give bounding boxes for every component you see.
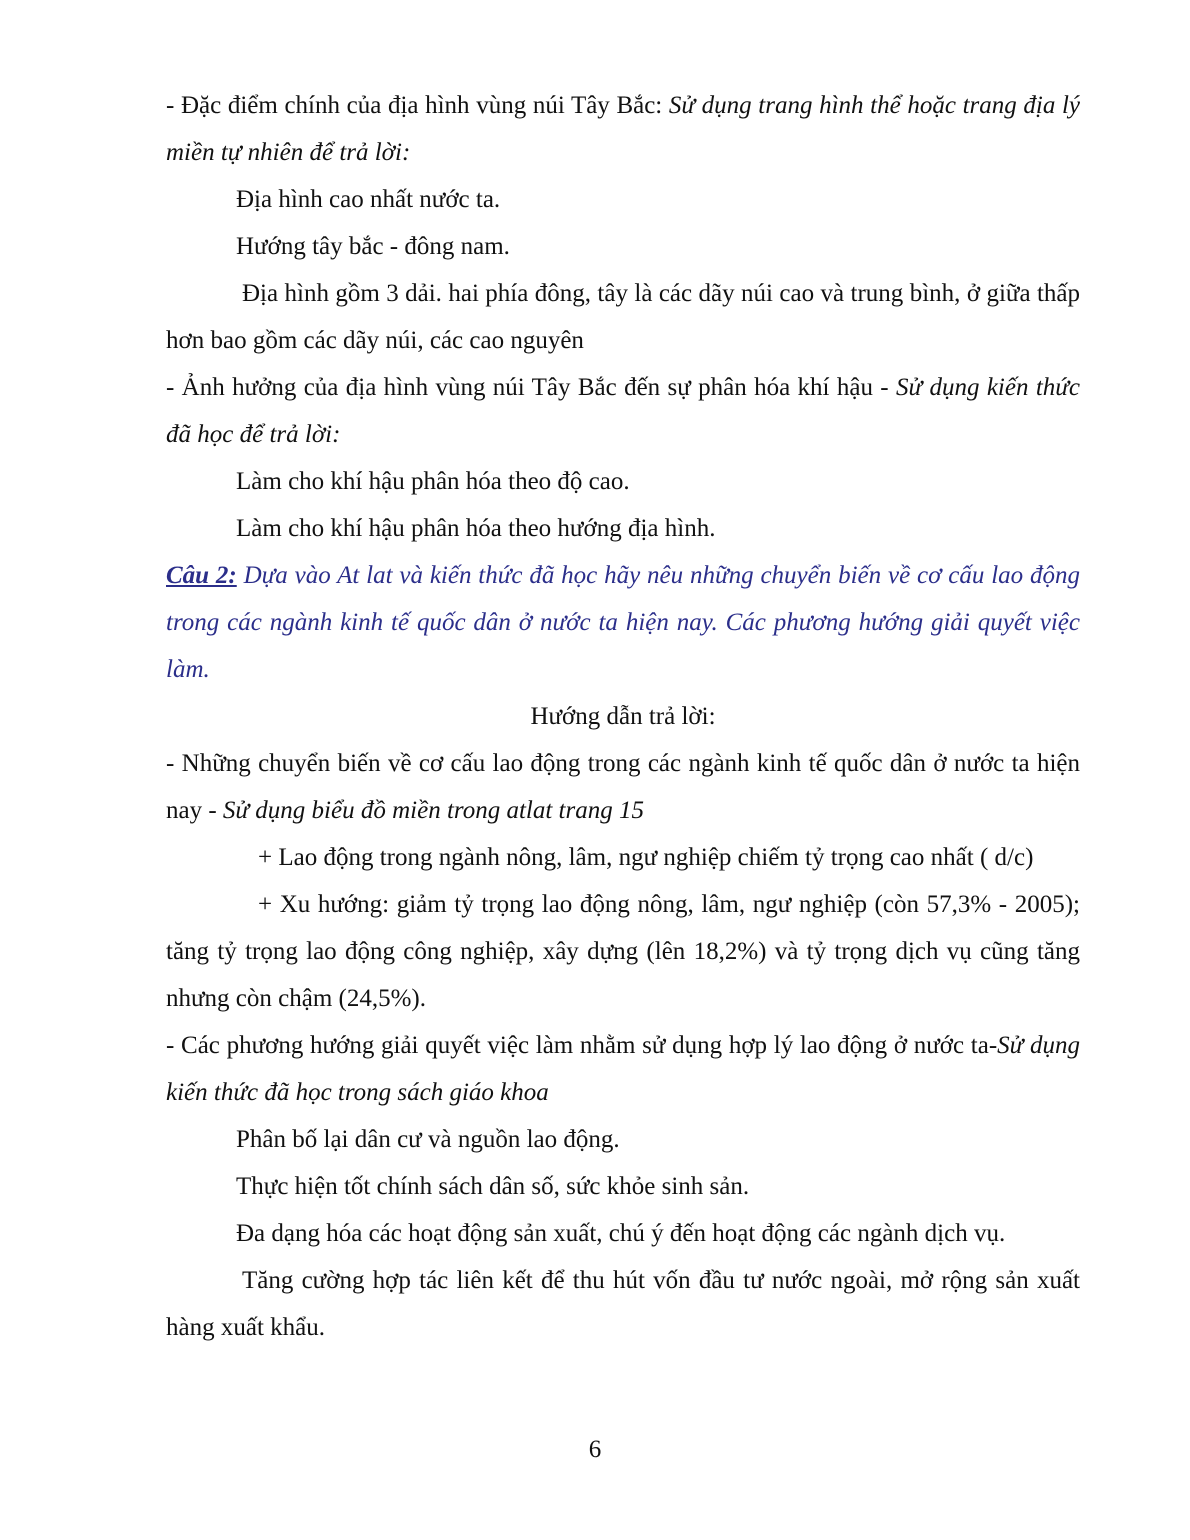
paragraph-labor-structure: - Những chuyển biến về cơ cấu lao động trong các ngành kinh tế quốc dân ở nước ta hiện nay - Sử dụng biểu đồ miền trong atlat trang 15: [166, 750, 1080, 824]
paragraph-employment-directions: - Các phương hướng giải quyết việc làm nhằm sử dụng hợp lý lao động ở nước ta-Sử dụng kiến thức đã học trong sách giáo khoa: [166, 1032, 1081, 1106]
paragraph-terrain-features: - Đặc điểm chính của địa hình vùng núi Tây Bắc: Sử dụng trang hình thể hoặc trang địa lý miền tự nhiên để trả lời:: [166, 92, 1080, 166]
bullet-redistribute: Phân bố lại dân cư và nguồn lao động.: [236, 1126, 620, 1153]
bullet-direction: Hướng tây bắc - đông nam.: [236, 233, 510, 260]
bullet-agriculture-labor: + Lao động trong ngành nông, lâm, ngư nghiệp chiếm tỷ trọng cao nhất ( d/c): [258, 844, 1034, 871]
bullet-highest-terrain: Địa hình cao nhất nước ta.: [236, 186, 501, 213]
question-text: Dựa vào At lat và kiến thức đã học hãy nêu những chuyển biến về cơ cấu lao động trong các ngành kinh tế quốc dân ở nước ta hiện nay. Các phương hướng giải quyết việc làm.: [166, 562, 1081, 683]
question-2: [166, 552, 1080, 693]
bullet-climate-altitude: Làm cho khí hậu phân hóa theo độ cao.: [236, 468, 630, 495]
bullet-climate-direction: Làm cho khí hậu phân hóa theo hướng địa hình.: [236, 515, 716, 542]
paragraph-three-zones: Địa hình gồm 3 dải. hai phía đông, tây là các dãy núi cao và trung bình, ở giữa thấp hơn bao gồm các dãy núi, các cao nguyên: [166, 280, 1080, 354]
page-number: 6: [588, 1436, 602, 1463]
question-label: Câu 2:: [166, 562, 237, 589]
bullet-cooperation: Tăng cường hợp tác liên kết để thu hút vốn đầu tư nước ngoài, mở rộng sản xuất hàng xuất khẩu.: [166, 1267, 1080, 1341]
bullet-diversify: Đa dạng hóa các hoạt động sản xuất, chú ý đến hoạt động các ngành dịch vụ.: [236, 1220, 1006, 1247]
document-body: [166, 82, 1080, 1351]
answer-guide-heading: Hướng dẫn trả lời:: [530, 703, 716, 730]
bullet-labor-trend: + Xu hướng: giảm tỷ trọng lao động nông, lâm, ngư nghiệp (còn 57,3% - 2005); tăng tỷ trọng lao động công nghiệp, xây dựng (lên 18,2%) và tỷ trọng dịch vụ cũng tăng nhưng còn chậm (24,5%).: [166, 891, 1080, 1012]
paragraph-climate-influence: - Ảnh hưởng của địa hình vùng núi Tây Bắc đến sự phân hóa khí hậu - Sử dụng kiến thức đã học để trả lời:: [166, 374, 1080, 448]
bullet-population-policy: Thực hiện tốt chính sách dân số, sức khỏe sinh sản.: [236, 1173, 750, 1200]
